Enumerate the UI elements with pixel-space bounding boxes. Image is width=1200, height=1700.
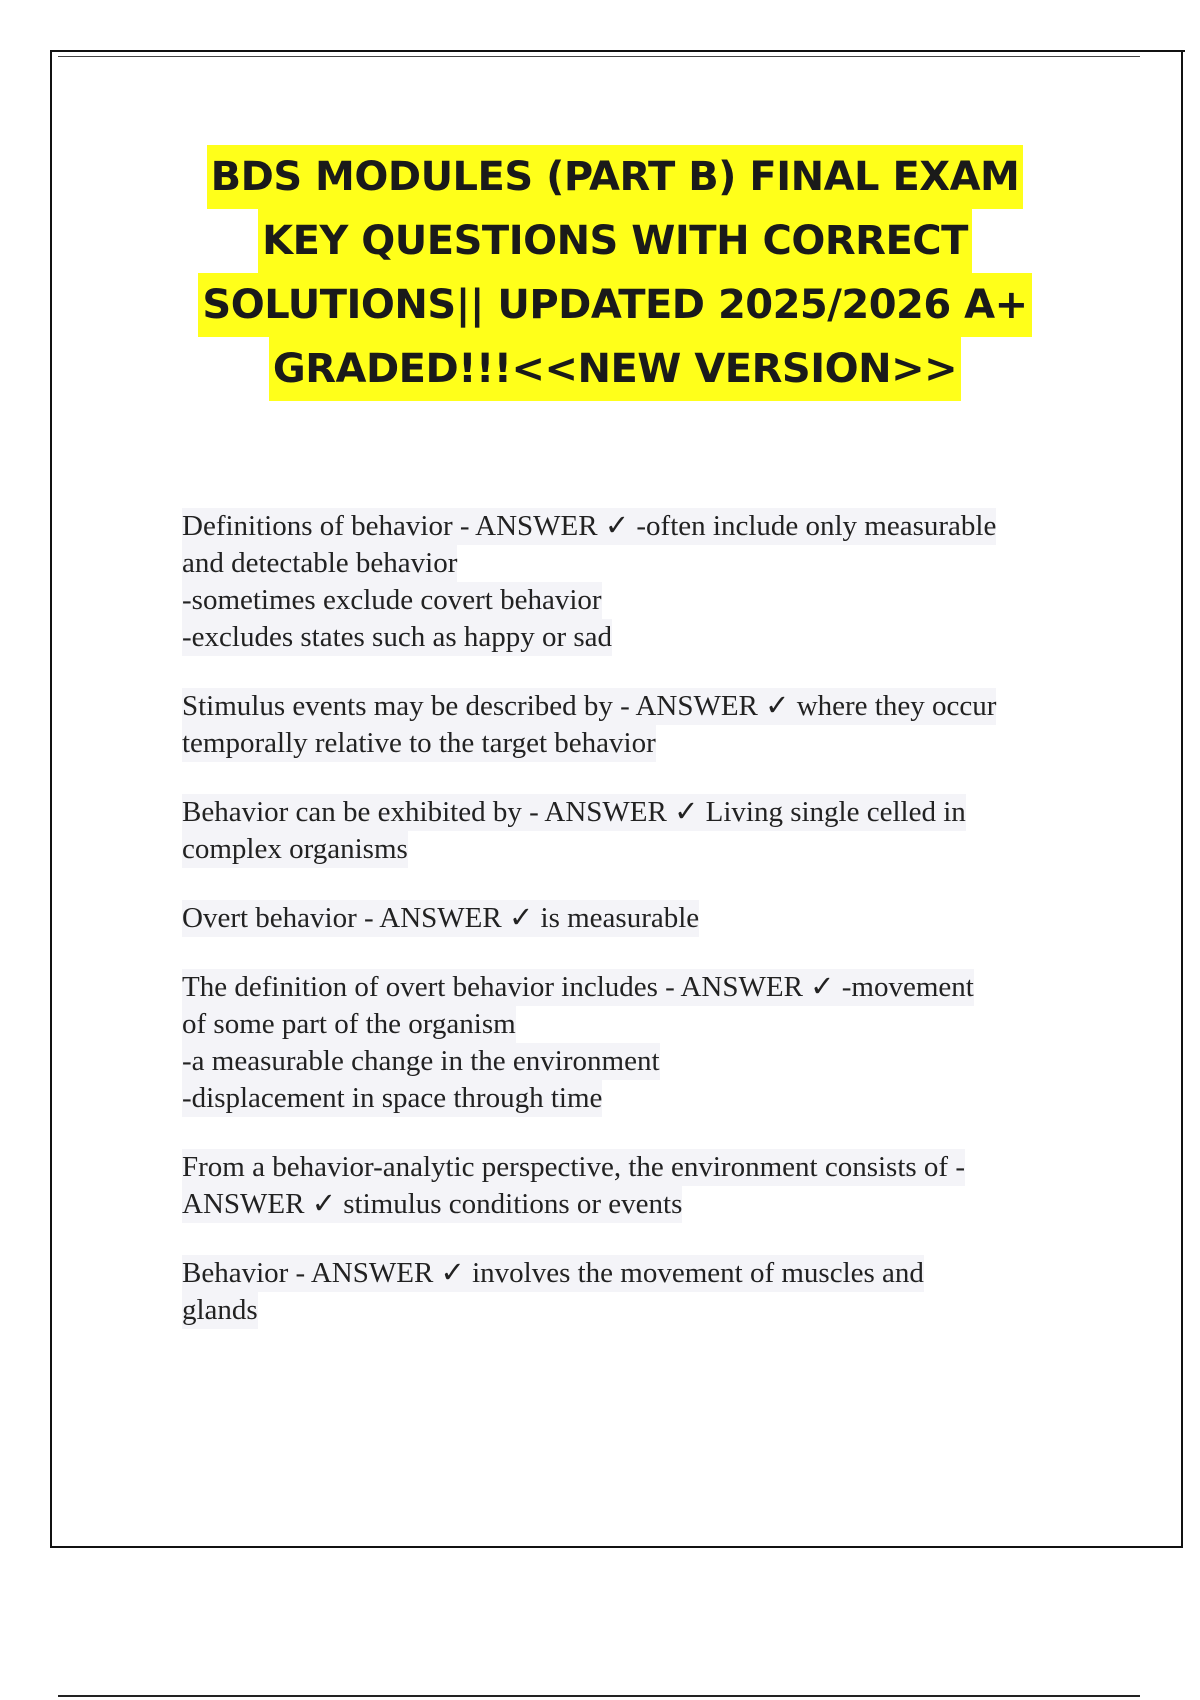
qa-text-line: of some part of the organism [182, 1006, 516, 1043]
qa-text-line: -excludes states such as happy or sad [182, 619, 612, 656]
qa-list [182, 508, 1092, 1361]
title-lines [150, 145, 1080, 401]
next-page-top-rule [58, 1695, 1140, 1697]
qa-item [182, 969, 1092, 1117]
qa-item [182, 688, 1092, 762]
qa-item [182, 900, 1092, 937]
qa-item [182, 1149, 1092, 1223]
qa-text-line: glands [182, 1292, 258, 1329]
qa-text-line: temporally relative to the target behavior [182, 725, 656, 762]
qa-item [182, 508, 1092, 656]
qa-text-line: and detectable behavior [182, 545, 457, 582]
qa-text-line: -sometimes exclude covert behavior [182, 582, 602, 619]
qa-text-line: Behavior - ANSWER ✓ involves the movement of muscles and [182, 1255, 924, 1292]
qa-text-line: Behavior can be exhibited by - ANSWER ✓ Living single celled in [182, 794, 966, 831]
qa-text-line: Stimulus events may be described by - ANSWER ✓ where they occur [182, 688, 996, 725]
qa-text-line: The definition of overt behavior includes - ANSWER ✓ -movement [182, 969, 974, 1006]
title-line: GRADED!!!<<NEW VERSION>> [269, 337, 961, 401]
qa-text-line: -displacement in space through time [182, 1080, 602, 1117]
qa-text-line: -a measurable change in the environment [182, 1043, 660, 1080]
title-line: BDS MODULES (PART B) FINAL EXAM [207, 145, 1024, 209]
qa-text-line: Overt behavior - ANSWER ✓ is measurable [182, 900, 699, 937]
qa-item [182, 1255, 1092, 1329]
title-line: KEY QUESTIONS WITH CORRECT [258, 209, 972, 273]
qa-item [182, 794, 1092, 868]
qa-text-line: Definitions of behavior - ANSWER ✓ -often include only measurable [182, 508, 996, 545]
qa-text-line: From a behavior-analytic perspective, the environment consists of - [182, 1149, 965, 1186]
qa-text-line: ANSWER ✓ stimulus conditions or events [182, 1186, 682, 1223]
title-line: SOLUTIONS|| UPDATED 2025/2026 A+ [198, 273, 1031, 337]
document-title [150, 145, 1080, 401]
qa-text-line: complex organisms [182, 831, 408, 868]
